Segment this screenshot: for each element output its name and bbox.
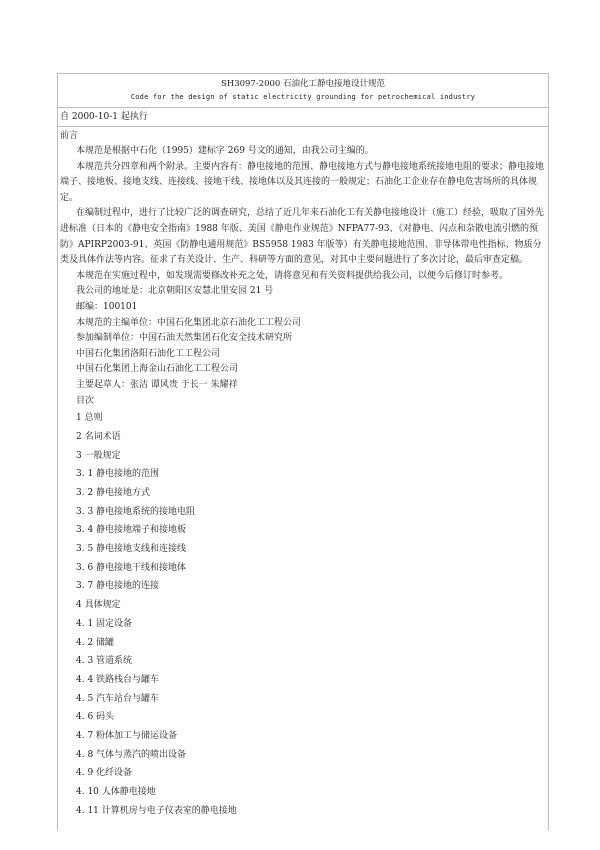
toc-entry: 3. 4 静电接地端子和接地板 xyxy=(76,525,187,536)
toc-entry: 4. 2 储罐 xyxy=(76,637,115,648)
toc-entry: 2 名词术语 xyxy=(76,431,121,442)
toc-entry: 4. 5 汽车站台与罐车 xyxy=(76,693,160,704)
toc-entry: 3. 3 静电接地系统的接地电阻 xyxy=(76,506,196,517)
toc-entry: 4. 4 铁路栈台与罐车 xyxy=(76,674,160,685)
toc-entry: 3. 1 静电接地的范围 xyxy=(76,469,160,480)
drafters-line: 主要起草人：张洁 谭风贵 于长一 朱耀祥 xyxy=(76,379,238,390)
address-line: 我公司的地址是：北京朝阳区安慧北里安园 21 号 xyxy=(76,286,274,297)
document-title: SH3097-2000 石油化工静电接地设计规范 xyxy=(220,79,386,89)
toc-entry: 3. 6 静电接地干线和接地体 xyxy=(76,562,187,573)
toc-entry: 4. 9 化纤设备 xyxy=(76,768,133,779)
toc-entry: 3. 2 静电接地方式 xyxy=(76,487,151,498)
toc-entry: 4. 3 管道系统 xyxy=(76,656,133,667)
toc-heading: 目次 xyxy=(76,395,95,406)
toc-entry: 3. 7 静电接地的连接 xyxy=(76,581,160,592)
toc-entry: 1 总则 xyxy=(76,413,103,424)
participant-line: 中国石化集团洛阳石油化工工程公司 xyxy=(76,348,221,359)
toc-entry: 4. 8 气体与蒸汽的喷出设备 xyxy=(76,749,187,760)
toc-entry: 4. 11 计算机房与电子仪表室的静电接地 xyxy=(76,805,237,816)
toc-entry: 4. 10 人体静电接地 xyxy=(76,787,156,798)
toc-entry: 4. 7 粉体加工与储运设备 xyxy=(76,731,178,742)
toc-entry: 4. 1 固定设备 xyxy=(76,618,133,629)
document-title-english: Code for the design of static electricity grounding for petrochemical industry xyxy=(130,93,476,101)
table-of-contents xyxy=(60,409,546,820)
participant-line: 参加编制单位：中国石油天然集团石化安全技术研究所 xyxy=(76,333,293,344)
postcode-line: 邮编：100101 xyxy=(76,301,138,312)
toc-entry: 4. 6 码头 xyxy=(76,712,115,723)
document-body xyxy=(58,127,548,831)
participant-line: 中国石化集团上海金山石油化工工程公司 xyxy=(76,364,239,375)
paragraph: 本规范共分四章和两个附录。主要内容有：静电接地的范围、静电接地方式与静电接地系统接地电阻的要求；静电接地端子、接地板、接地支线、连接线、接地干线、接地体以及其连接的一般规定；石油化工企业存在静电危害场所的具体规定。 xyxy=(60,161,545,203)
section-title: 前言 xyxy=(60,131,79,141)
effective-date: 自 2000-10-1 起执行 xyxy=(58,108,548,127)
toc-entry: 4 具体规定 xyxy=(76,600,121,611)
chief-editor-line: 本规范的主编单位：中国石化集团北京石油化工工程公司 xyxy=(76,317,302,328)
document-header xyxy=(58,74,548,108)
paragraph: 在编制过程中，进行了比较广泛的调查研究，总结了近几年来石油化工有关静电接地设计（施工）经验，吸取了国外先进标准（日本的《静电安全指南》1988 年版、美国《静电作业规范》NFPA77-93、《对静电、闪点和杂散电流引燃的预防》APIRP2003-91、英国《防静电通用规范》BS5958 1983 年版等）有关静电接地范围、非导体带电性指标、物质分类及具体作法等内容。征求了有关设计、生产、科研等方面的意见，对其中主要问题进行了多次讨论，最后审查定稿。 xyxy=(60,208,545,266)
toc-entry: 3. 5 静电接地支线和连接线 xyxy=(76,544,187,555)
document-frame xyxy=(57,73,549,831)
paragraph: 本规范是根据中石化（1995）建标字 269 号文的通知，由我公司主编的。 xyxy=(76,146,374,156)
paragraph: 本规范在实施过程中，如发现需要修改补充之处，请将意见和有关资料提供给我公司，以便今后修订时参考。 xyxy=(76,270,509,281)
toc-entry: 3 一般规定 xyxy=(76,450,121,461)
